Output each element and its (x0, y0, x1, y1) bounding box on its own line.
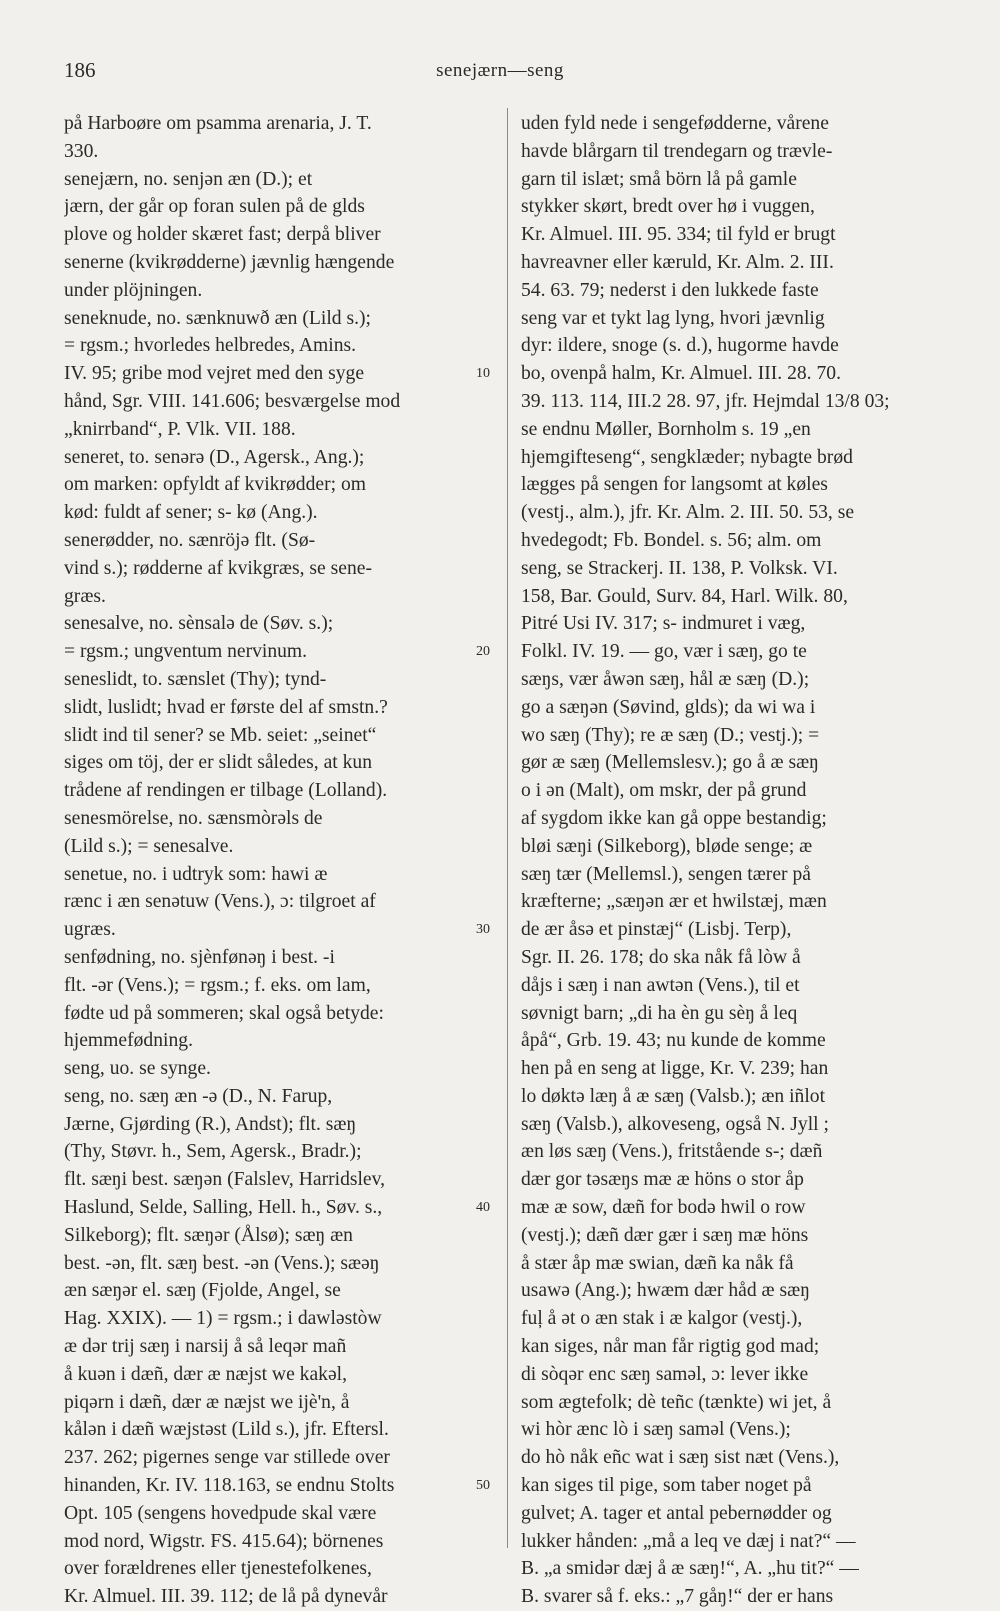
text-line: æn sæŋər el. sæŋ (Fjolde, Angel, se (64, 1280, 341, 1302)
text-line: hånd, Sgr. VIII. 141.606; besværgelse mod (64, 390, 401, 412)
text-line: seng, se Strackerj. II. 138, P. Volksk. VI. (521, 557, 838, 579)
text-line: garn til islæt; små börn lå på gamle (521, 168, 797, 190)
text-line: på Harboøre om psamma arenaria, J. T. (64, 113, 372, 134)
text-line: om marken: opfyldt af kvikrødder; om (64, 474, 367, 496)
text-line: trådene af rendingen er tilbage (Lolland). (64, 780, 388, 802)
text-line: 54. 63. 79; nederst i den lukkede faste (521, 279, 819, 301)
text-line: flt. -ər (Vens.); = rgsm.; f. eks. om lam, (64, 974, 371, 996)
text-line: senetue, no. i udtryk som: hawi æ (64, 863, 328, 885)
column-divider (507, 108, 508, 1548)
text-line: dåjs i sæŋ i nan awtən (Vens.), til et (521, 974, 800, 996)
text-line: senfødning, no. sjènfønəŋ i best. -i (64, 946, 335, 968)
text-line: = rgsm.; hvorledes helbredes, Amins. (64, 335, 357, 357)
text-line: piqərn i dæñ, dær æ næjst we ijè'n, å (64, 1391, 350, 1413)
text-line: B. svarer så f. eks.: „7 gåŋ!“ der er hans (521, 1586, 834, 1608)
text-line: åpå“, Grb. 19. 43; nu kunde de komme (521, 1030, 826, 1052)
text-line: plove og holder skæret fast; derpå bliver (64, 224, 381, 246)
text-line: senerødder, no. sænröjə flt. (Sø- (64, 529, 316, 551)
text-line: havreavner eller kæruld, Kr. Alm. 2. III. (521, 251, 834, 273)
text-line: kræfterne; „sæŋən ær et hwilstæj, mæn (521, 891, 827, 913)
text-line: flt. sæŋi best. sæŋən (Falslev, Harridslev, (64, 1169, 386, 1191)
text-line: „knirrband“, P. Vlk. VII. 188. (64, 418, 296, 440)
text-line: B. „a smidər dæj å æ sæŋ!“, A. „hu tit?“ — (521, 1558, 859, 1580)
text-line: under plöjningen. (64, 279, 203, 301)
text-line: havde blårgarn til trendegarn og trævle- (521, 140, 833, 162)
text-line: græs. (64, 585, 106, 607)
text-line: di sòqər enc sæŋ saməl, ɔ: lever ikke (521, 1363, 809, 1385)
text-line: æn løs sæŋ (Vens.), fritstående s-; dæñ (521, 1141, 823, 1163)
text-line: hjemgifteseng“, sengklæder; nybagte brød (521, 446, 853, 468)
text-line: over forældrenes eller tjenestefolkenes, (64, 1558, 372, 1580)
text-line: seneret, to. senərə (D., Agersk., Ang.); (64, 446, 365, 468)
text-line: lo døktə læŋ å æ sæŋ (Valsb.); æn iñlot (521, 1085, 826, 1107)
text-line: lægges på sengen for langsomt at køles (521, 474, 828, 496)
text-line: seneknude, no. sænknuwð æn (Lild s.); (64, 307, 371, 329)
text-line: lukker hånden: „må a leq ve dæj i nat?“ — (521, 1530, 856, 1552)
text-line: jærn, der går op foran sulen på de glds (64, 196, 365, 218)
text-line: vind s.); rødderne af kvikgræs, se sene- (64, 557, 372, 579)
text-line: seng, uo. se synge. (64, 1058, 211, 1080)
text-line: slidt ind til sener? se Mb. seiet: „seinet“ (64, 724, 377, 746)
text-line: Sgr. II. 26. 178; do ska nåk få lòw å (521, 946, 801, 968)
text-line: senejærn, no. senjən æn (D.); et (64, 168, 313, 190)
text-line: rænc i æn senətuw (Vens.), ɔ: tilgroet af (64, 891, 376, 913)
page-header (0, 58, 1000, 88)
text-line: Folkl. IV. 19. — go, vær i sæŋ, go te (521, 641, 807, 663)
text-line: kålən i dæñ wæjstəst (Lild s.), jfr. Eftersl. (64, 1419, 389, 1441)
text-line: hvedegodt; Fb. Bondel. s. 56; alm. om (521, 529, 822, 551)
text-line: bløi sæŋi (Silkeborg), bløde senge; æ (521, 835, 813, 857)
running-head: senejærn—seng (436, 60, 564, 81)
text-line: hinanden, Kr. IV. 118.163, se endnu Stolts (64, 1475, 395, 1497)
text-line: kan siges til pige, som taber noget på (521, 1475, 812, 1497)
text-line: bo, ovenpå halm, Kr. Almuel. III. 28. 70. (521, 363, 841, 385)
text-line: senesmörelse, no. sænsmòrəls de (64, 807, 323, 829)
text-line: wi hòr ænc lò i sæŋ saməl (Vens.); (521, 1419, 791, 1441)
text-line: ugræs. (64, 919, 116, 941)
text-line: senesalve, no. sènsalə de (Søv. s.); (64, 613, 334, 635)
text-line: fødte ud på sommeren; skal også betyde: (64, 1002, 384, 1024)
text-line: kan siges, når man får rigtig god mad; (521, 1336, 820, 1358)
text-line: 237. 262; pigernes senge var stillede over (64, 1447, 390, 1469)
text-line: best. -ən, flt. sæŋ best. -ən (Vens.); sæəŋ (64, 1252, 380, 1274)
text-line: dær gor təsæŋs mæ æ höns o stor åp (521, 1169, 804, 1191)
text-line: (Thy, Støvr. h., Sem, Agersk., Bradr.); (64, 1141, 362, 1163)
text-line: wo sæŋ (Thy); re æ sæŋ (D.; vestj.); = (521, 724, 820, 746)
text-line: seng, no. sæŋ æn -ə (D., N. Farup, (64, 1085, 333, 1107)
margin-line-number: 30 (476, 922, 490, 938)
text-line: som ægtefolk; dè teñc (tænkte) wi jet, å (521, 1391, 832, 1413)
text-line: seng var et tykt lag lyng, hvori jævnlig (521, 307, 825, 329)
text-line: mæ æ sow, dæñ for bodə hwil o row (521, 1197, 806, 1219)
text-line: 330. (64, 140, 99, 162)
text-line: kød: fuldt af sener; s- kø (Ang.). (64, 502, 318, 524)
text-line: mod nord, Wigstr. FS. 415.64); börnenes (64, 1530, 384, 1552)
right-column (521, 110, 959, 1611)
text-line: 39. 113. 114, III.2 28. 97, jfr. Hejmdal 13/8 03; (521, 390, 890, 412)
margin-line-number: 20 (476, 644, 490, 660)
text-line: se endnu Møller, Bornholm s. 19 „en (521, 418, 811, 440)
text-line: gulvet; A. tager et antal pebernødder og (521, 1502, 832, 1524)
text-line: (Lild s.); = senesalve. (64, 835, 234, 857)
text-line: å kuən i dæñ, dær æ næjst we kakəl, (64, 1363, 347, 1385)
text-line: Kr. Almuel. III. 95. 334; til fyld er brugt (521, 224, 836, 246)
text-line: Hag. XXIX). — 1) = rgsm.; i dawləstòw (64, 1308, 382, 1330)
text-line: æ dər trij sæŋ i narsij å så leqər mañ (64, 1336, 347, 1358)
page-number: 186 (64, 58, 96, 82)
text-line: hen på en seng at ligge, Kr. V. 239; han (521, 1058, 829, 1080)
text-line: Jærne, Gjørding (R.), Andst); flt. sæŋ (64, 1113, 357, 1135)
text-line: dyr: ildere, snoge (s. d.), hugorme havde (521, 335, 839, 357)
text-line: Opt. 105 (sengens hovedpude skal være (64, 1502, 377, 1524)
text-line: = rgsm.; ungventum nervinum. (64, 641, 308, 663)
text-line: Kr. Almuel. III. 39. 112; de lå på dynevår (64, 1586, 388, 1608)
text-line: sæŋ (Valsb.), alkoveseng, også N. Jyll ; (521, 1113, 829, 1135)
text-line: fuļ å ət o æn stak i æ kalgor (vestj.), (521, 1308, 803, 1330)
text-line: usawə (Ang.); hwæm dær håd æ sæŋ (521, 1280, 810, 1302)
text-line: go a sæŋən (Søvind, glds); da wi wa i (521, 696, 816, 718)
text-line: stykker skørt, bredt over hø i vuggen, (521, 196, 815, 218)
text-line: de ær åsə et pinstæj“ (Lisbj. Terp), (521, 919, 792, 941)
text-line: (vestj.); dæñ dær gær i sæŋ mæ höns (521, 1224, 809, 1246)
text-line: Silkeborg); flt. sæŋər (Ålsø); sæŋ æn (64, 1224, 353, 1246)
text-line: 158, Bar. Gould, Surv. 84, Harl. Wilk. 80, (521, 585, 848, 607)
margin-line-number: 40 (476, 1200, 490, 1216)
text-line: (vestj., alm.), jfr. Kr. Alm. 2. III. 50. 53, se (521, 502, 855, 524)
text-line: sæŋ tær (Mellemsl.), sengen tærer på (521, 863, 811, 885)
text-line: seneslidt, to. sænslet (Thy); tynd- (64, 668, 327, 690)
text-line: Pitré Usi IV. 317; s- indmuret i væg, (521, 613, 806, 635)
text-line: IV. 95; gribe mod vejret med den syge (64, 363, 365, 385)
text-line: hjemmefødning. (64, 1030, 193, 1052)
text-line: å stær åp mæ swian, dæñ ka nåk få (521, 1252, 794, 1274)
margin-line-number: 10 (476, 366, 490, 382)
text-line: o i ən (Malt), om mskr, der på grund (521, 780, 807, 802)
text-line: gør æ sæŋ (Mellemslesv.); go å æ sæŋ (521, 752, 819, 774)
text-line: Haslund, Selde, Salling, Hell. h., Søv. s., (64, 1197, 383, 1219)
text-line: uden fyld nede i sengefødderne, vårene (521, 113, 829, 134)
text-line: af sygdom ikke kan gå oppe bestandig; (521, 807, 827, 829)
text-line: do hò nåk eñc wat i sæŋ sist næt (Vens.), (521, 1447, 840, 1469)
text-line: siges om töj, der er slidt således, at kun (64, 752, 372, 774)
text-line: senerne (kvikrødderne) jævnlig hængende (64, 251, 395, 273)
left-column (64, 110, 496, 1611)
margin-line-number: 50 (476, 1478, 490, 1494)
text-line: slidt, luslidt; hvad er første del af smstn.? (64, 696, 388, 718)
text-line: sæŋs, vær åwən sæŋ, hål æ sæŋ (D.); (521, 668, 810, 690)
text-line: søvnigt barn; „di ha èn gu sèŋ å leq (521, 1002, 798, 1024)
